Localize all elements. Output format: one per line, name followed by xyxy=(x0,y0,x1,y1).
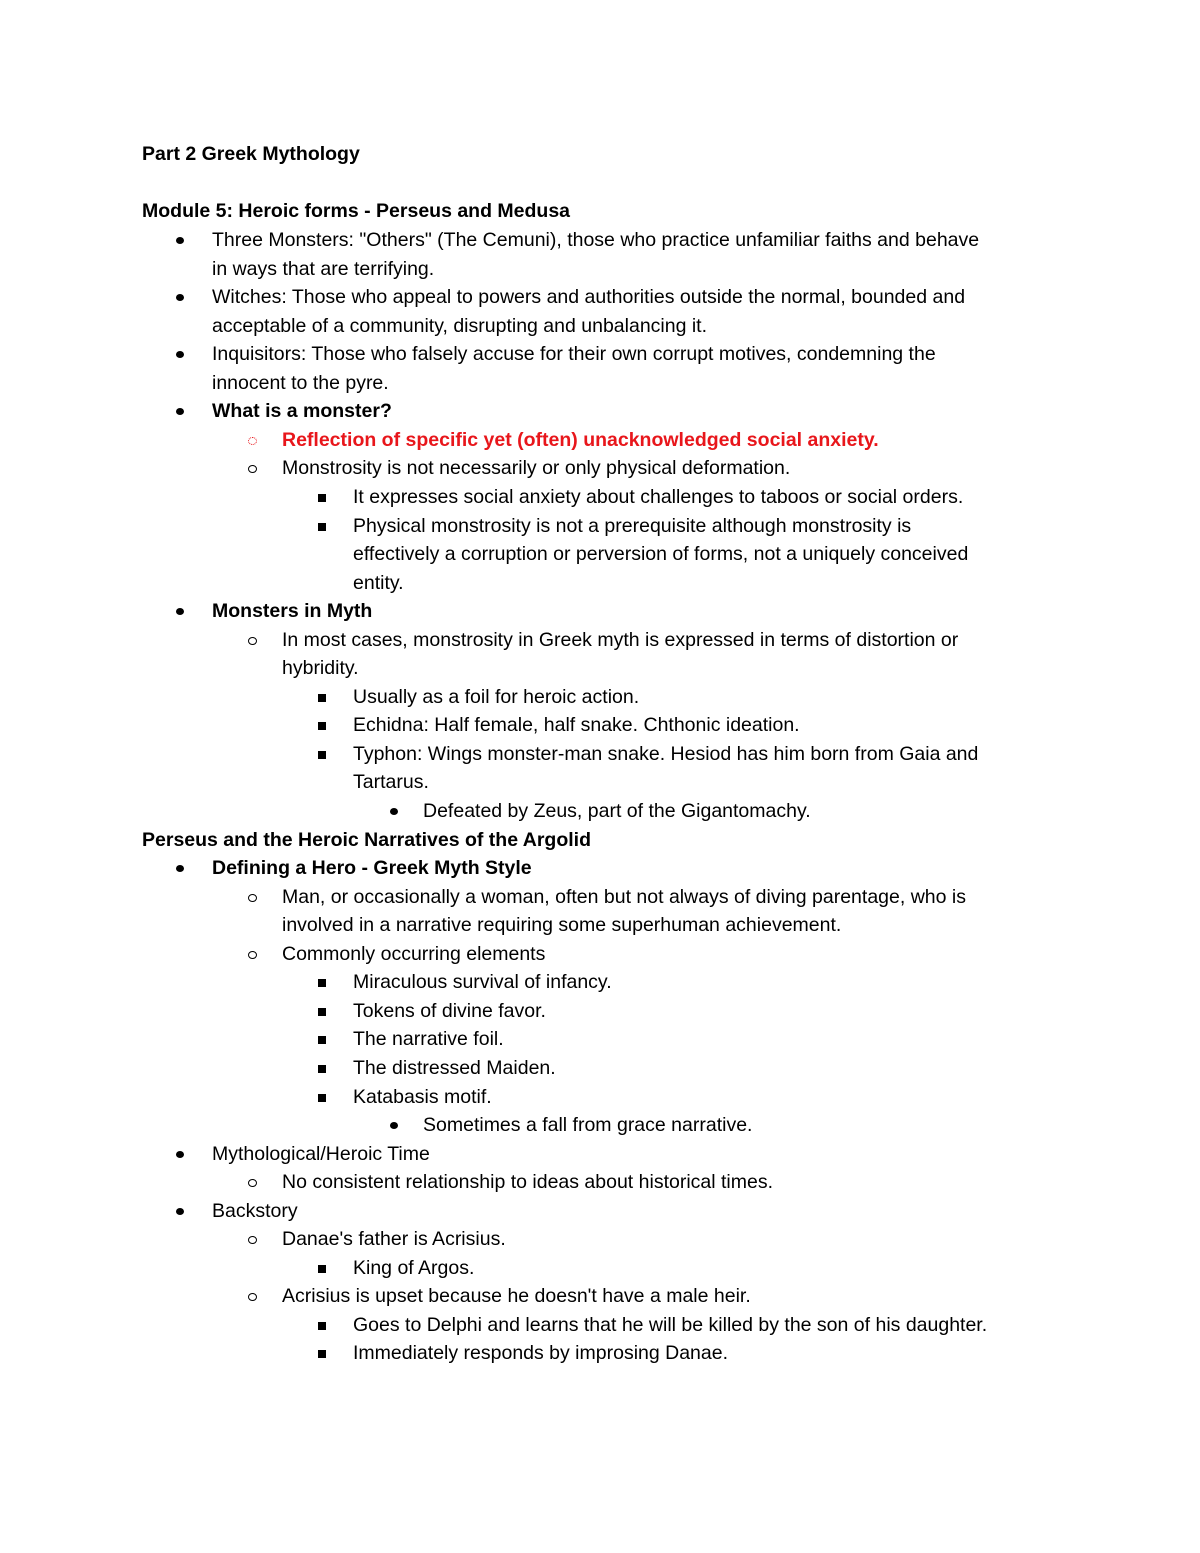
list-item-text: Tokens of divine favor. xyxy=(353,999,546,1022)
list-item-text: Danae's father is Acrisius. xyxy=(282,1228,506,1251)
section-heading: Perseus and the Heroic Narratives of the Argolid xyxy=(142,828,591,851)
bullet-marker xyxy=(390,1111,404,1139)
bullet-marker xyxy=(176,1197,190,1225)
bullet-marker xyxy=(176,283,190,311)
bullet-marker xyxy=(176,597,190,625)
list-item-text: Acrisius is upset because he doesn't have a male heir. xyxy=(282,1285,751,1308)
list-item-text: Defining a Hero - Greek Myth Style xyxy=(212,857,532,880)
bullet-marker xyxy=(248,626,262,654)
bullet-marker xyxy=(318,1254,332,1282)
list-item-text: What is a monster? xyxy=(212,400,392,423)
bullet-marker xyxy=(318,683,332,711)
list-item-text: The distressed Maiden. xyxy=(353,1056,556,1079)
list-item-text: Tartarus. xyxy=(353,771,429,794)
list-item-text: Monstrosity is not necessarily or only physical deformation. xyxy=(282,457,791,480)
list-item-text: Mythological/Heroic Time xyxy=(212,1142,430,1165)
list-item-text: innocent to the pyre. xyxy=(212,371,389,394)
list-item-text: in ways that are terrifying. xyxy=(212,257,435,280)
list-item-text: Physical monstrosity is not a prerequisite although monstrosity is xyxy=(353,514,912,537)
list-item-text: It expresses social anxiety about challenges to taboos or social orders. xyxy=(353,485,964,508)
bullet-marker xyxy=(176,226,190,254)
list-item-text: Inquisitors: Those who falsely accuse for their own corrupt motives, condemning the xyxy=(212,343,936,366)
bullet-marker xyxy=(390,797,404,825)
list-item-text: Backstory xyxy=(212,1199,298,1222)
bullet-marker xyxy=(318,711,332,739)
list-item-text: Miraculous survival of infancy. xyxy=(353,971,612,994)
list-item-text: entity. xyxy=(353,571,404,594)
bullet-marker xyxy=(248,426,262,454)
list-item-text: hybridity. xyxy=(282,657,359,680)
list-item-text: Katabasis motif. xyxy=(353,1085,492,1108)
bullet-marker xyxy=(318,512,332,540)
page-title: Part 2 Greek Mythology xyxy=(142,143,360,165)
bullet-marker xyxy=(318,1311,332,1339)
bullet-marker xyxy=(318,997,332,1025)
list-item-text: Commonly occurring elements xyxy=(282,942,546,965)
bullet-marker xyxy=(318,1054,332,1082)
bullet-marker xyxy=(318,1025,332,1053)
list-item-text: The narrative foil. xyxy=(353,1028,504,1051)
module-heading: Module 5: Heroic forms - Perseus and Medusa xyxy=(142,200,571,222)
list-item-text: Goes to Delphi and learns that he will be killed by the son of his daughter. xyxy=(353,1313,988,1336)
list-item-text: King of Argos. xyxy=(353,1256,475,1279)
list-item-text: involved in a narrative requiring some superhuman achievement. xyxy=(282,914,842,937)
list-item-text: Reflection of specific yet (often) unacknowledged social anxiety. xyxy=(282,428,879,451)
bullet-marker xyxy=(176,854,190,882)
bullet-marker xyxy=(318,740,332,768)
bullet-marker xyxy=(318,968,332,996)
list-item-text: acceptable of a community, disrupting and unbalancing it. xyxy=(212,314,708,337)
list-item-text: Sometimes a fall from grace narrative. xyxy=(423,1114,753,1137)
list-item-text: No consistent relationship to ideas about historical times. xyxy=(282,1171,774,1194)
list-item-text: Echidna: Half female, half snake. Chthonic ideation. xyxy=(353,714,800,737)
list-item-text: Monsters in Myth xyxy=(212,600,373,623)
list-item-text: Man, or occasionally a woman, often but not always of diving parentage, who is xyxy=(282,885,966,908)
list-item-text: Witches: Those who appeal to powers and authorities outside the normal, bounded and xyxy=(212,286,966,309)
bullet-marker xyxy=(318,1083,332,1111)
bullet-marker xyxy=(248,1225,262,1253)
list-item-text: Immediately responds by improsing Danae. xyxy=(353,1342,729,1365)
bullet-marker xyxy=(176,397,190,425)
bullet-marker xyxy=(248,1282,262,1310)
list-item-text: Three Monsters: "Others" (The Cemuni), those who practice unfamiliar faiths and behave xyxy=(212,229,980,251)
list-item-text: Usually as a foil for heroic action. xyxy=(353,685,640,708)
list-item-text: Typhon: Wings monster-man snake. Hesiod has him born from Gaia and xyxy=(353,742,979,765)
bullet-marker xyxy=(248,883,262,911)
bullet-marker xyxy=(176,340,190,368)
list-item-text: Defeated by Zeus, part of the Gigantomachy. xyxy=(423,800,811,822)
bullet-marker xyxy=(176,1140,190,1168)
list-item-text: effectively a corruption or perversion of forms, not a uniquely conceived xyxy=(353,543,969,566)
bullet-marker xyxy=(248,454,262,482)
list-item-text: In most cases, monstrosity in Greek myth is expressed in terms of distortion or xyxy=(282,628,959,651)
bullet-marker xyxy=(318,483,332,511)
bullet-marker xyxy=(318,1339,332,1367)
bullet-marker xyxy=(248,940,262,968)
bullet-marker xyxy=(248,1168,262,1196)
